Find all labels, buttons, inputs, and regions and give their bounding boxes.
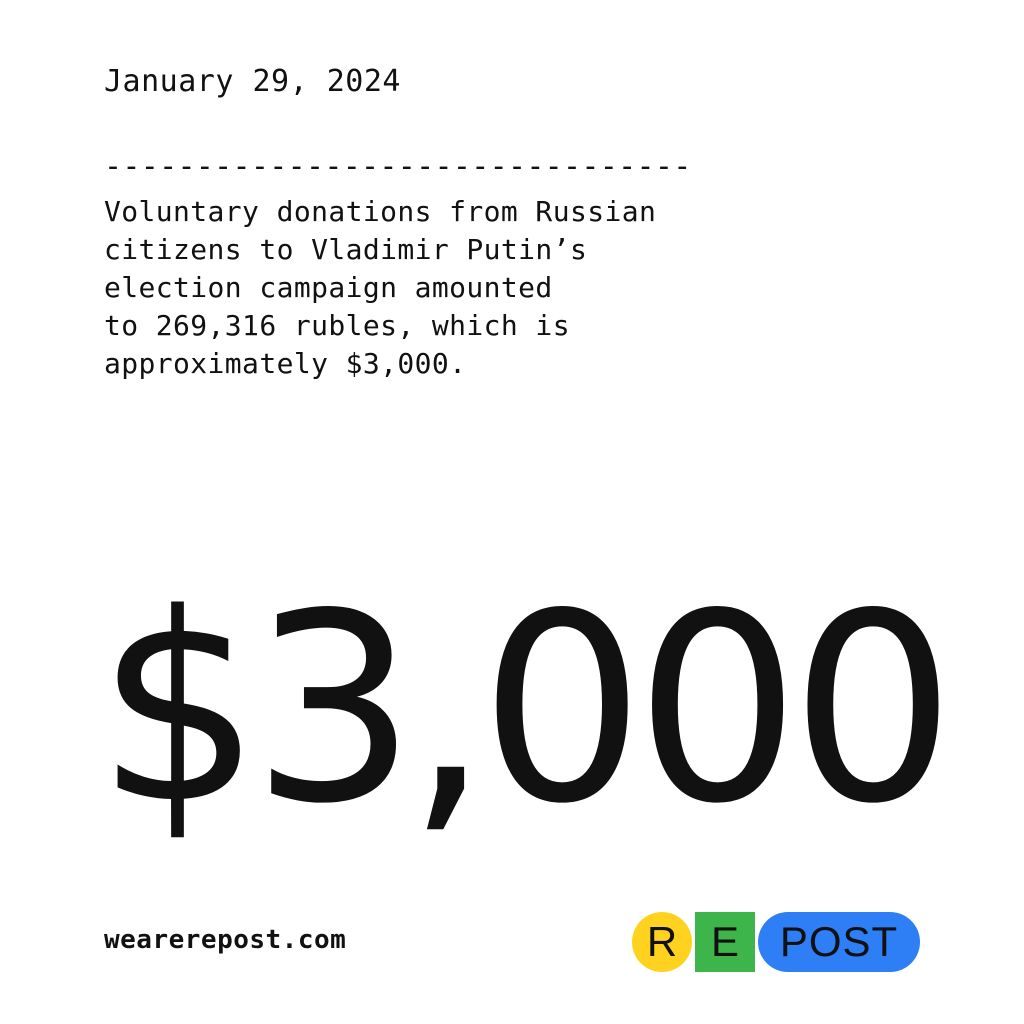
news-text-line: Voluntary donations from Russian <box>104 195 657 228</box>
news-text-line: election campaign amounted <box>104 271 553 304</box>
dashed-divider: -------------------------------- <box>104 149 692 184</box>
logo-letter-r: R <box>646 918 678 965</box>
news-text-line: to 269,316 rubles, which is <box>104 309 570 342</box>
website-link[interactable]: wearerepost.com <box>104 925 347 955</box>
logo-word-post: POST <box>779 918 899 965</box>
repost-logo <box>632 910 922 974</box>
news-text-line: citizens to Vladimir Putin’s <box>104 233 588 266</box>
post-date: January 29, 2024 <box>104 64 401 99</box>
logo-letter-e: E <box>710 918 740 965</box>
highlight-figure: $3,000 <box>96 559 946 861</box>
news-text <box>104 193 804 383</box>
news-text-line: approximately $3,000. <box>104 347 467 380</box>
